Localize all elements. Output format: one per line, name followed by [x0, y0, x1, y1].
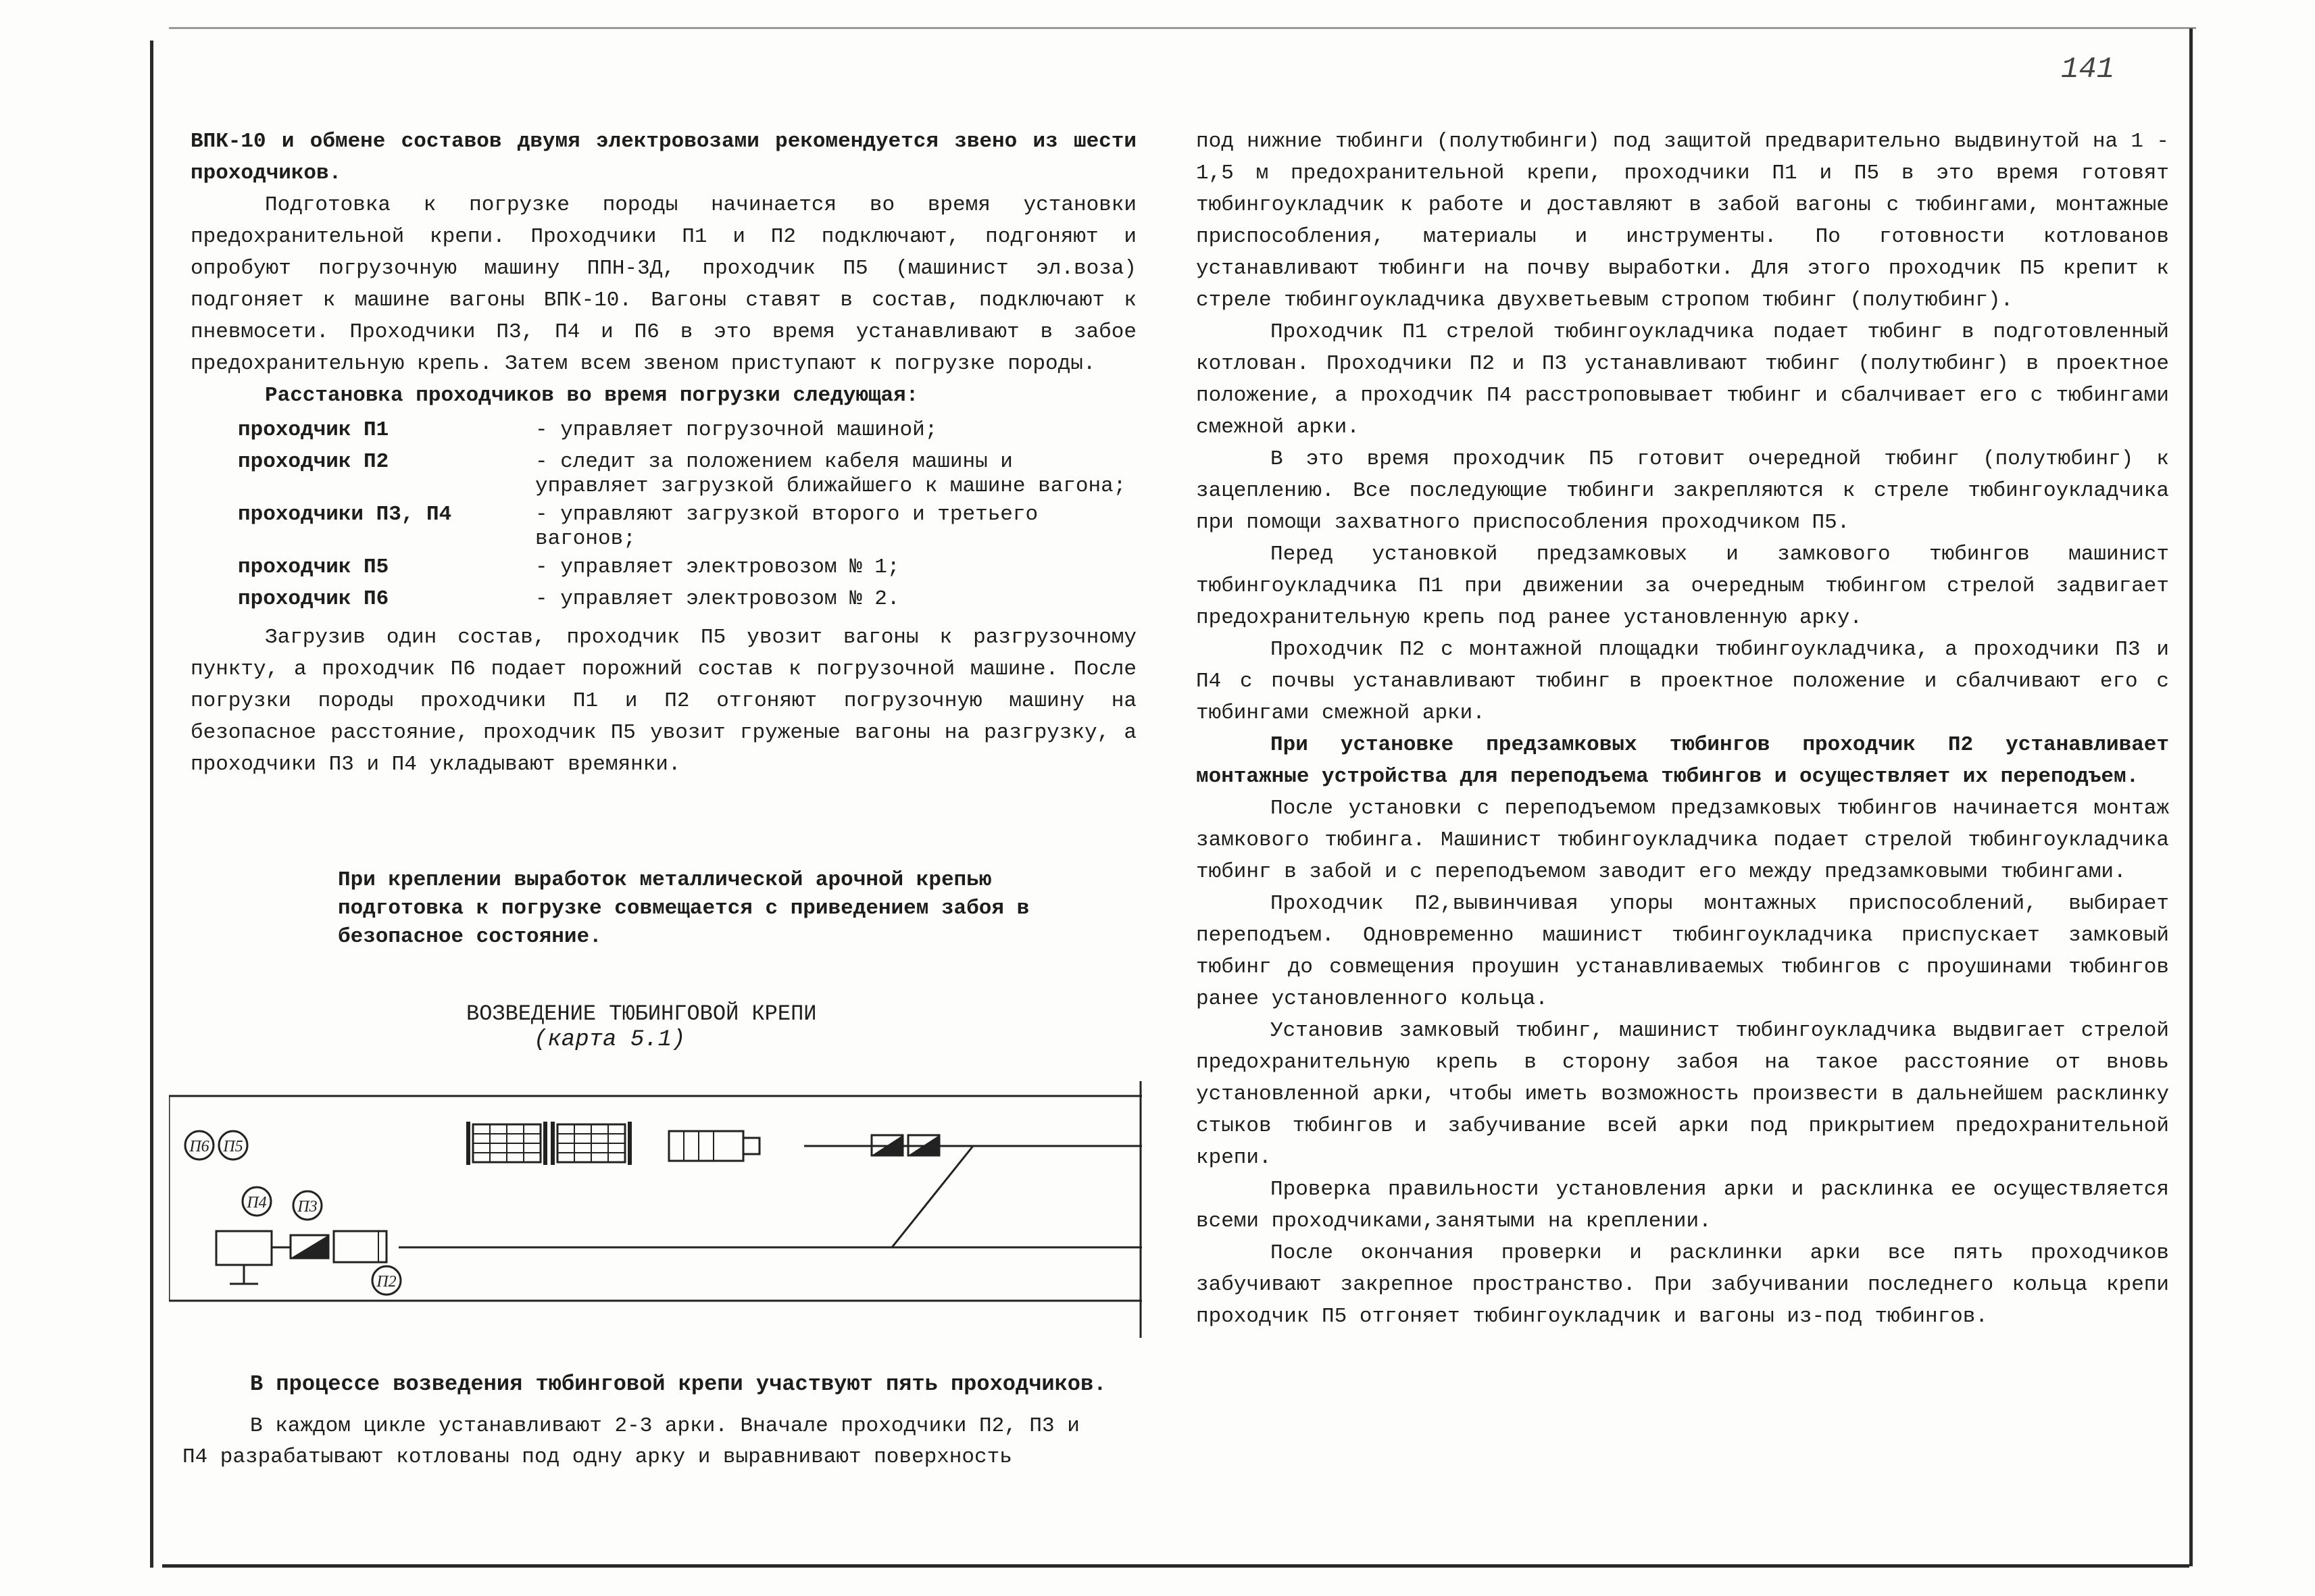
paragraph: После окончания проверки и расклинки арки все пять проходчиков забучивают закрепное пространство. При забучивании последнего кольца крепи проходчик П5 отгоняет тюбингоукладчик и вагоны из-под тюбингов. [1196, 1241, 2169, 1328]
caption-five-workers: В процессе возведения тюбинговой крепи участвуют пять проходчиков. [250, 1372, 1107, 1397]
paragraph: Проходчик П2 с монтажной площадки тюбингоукладчика, а проходчики П3 и П4 с почвы устанавливают тюбинг в проектное положение и сбалчивают его с тюбингами смежной арки. [1196, 638, 2169, 725]
paragraph: После установки с переподъемом предзамковых тюбингов начинается монтаж замкового тюбинга. Машинист тюбингоукладчика подает стрелой тюбингоукладчика тюбинг в забой и с переподъемом заводит его между предзамковыми тюбингами. [1196, 797, 2169, 884]
tubing-stack [466, 1122, 547, 1165]
worker-marker [185, 1131, 214, 1159]
wagon [334, 1231, 387, 1262]
list-title: Расстановка проходчиков во время погрузки следующая: [265, 384, 919, 407]
worker-marker [243, 1187, 271, 1216]
right-column [1196, 126, 2169, 1332]
worker-label: П2 [376, 1273, 397, 1291]
list-item [238, 551, 1137, 583]
paragraph-loading: Загрузив один состав, проходчик П5 увозит вагоны к разгрузочному пункту, а проходчик П6 подает порожний состав к погрузочной машине. После погрузки породы проходчики П1 и П2 отгоняют погрузочную машину на безопасное расстояние, проходчик П5 увозит груженые вагоны на разгрузку, а проходчики П3 и П4 укладывают времянки. [191, 626, 1137, 776]
frame-right-border [2189, 28, 2193, 1566]
paragraph: Проверка правильности установления арки и расклинка ее осуществляется всеми проходчиками,занятыми на креплении. [1196, 1178, 2169, 1233]
page-number: 141 [2061, 53, 2115, 86]
caption-cycle: В каждом цикле устанавливают 2-3 арки. Вначале проходчики П2, П3 и П4 разрабатывают котлованы под одну арку и выравнивают поверхность [182, 1414, 1080, 1469]
list-item [238, 499, 1137, 551]
paragraph: При установке предзамковых тюбингов проходчик П2 устанавливает монтажные устройства для переподъема тюбингов и осуществляет их переподъем. [1196, 733, 2169, 789]
track-switch [892, 1146, 973, 1247]
paragraph: В это время проходчик П5 готовит очередной тюбинг (полутюбинг) к зацеплению. Все последующие тюбинги закрепляются к стреле тюбингоукладчика при помощи захватного приспособления проходчиком П5. [1196, 447, 2169, 534]
paragraph: под нижние тюбинги (полутюбинги) под защитой предварительно выдвинутой на 1 - 1,5 м предохранительной крепи, проходчики П1 и П5 в это время готовят тюбингоукладчик к работе и доставляют в забой вагоны с тюбингами, монтажные приспособления, материалы и инструменты. По готовности котлованов устанавливают тюбинги на почву выработки. Для этого проходчик П5 крепит к стреле тюбингоукладчика двухветьевым стропом тюбинг (полутюбинг). [1196, 130, 2169, 312]
frame-bottom-border [162, 1564, 2189, 1568]
list-item [238, 446, 1137, 499]
worker-label: П6 [189, 1138, 209, 1155]
electric-locomotive [291, 1235, 328, 1258]
worker-marker [293, 1191, 322, 1220]
list-item [238, 583, 1137, 615]
frame-top-border [169, 27, 2196, 29]
worker-marker [219, 1131, 247, 1159]
paragraph-preparation: Подготовка к погрузке породы начинается во время установки предохранительной крепи. Проходчики П1 и П2 подключают, подгоняют и опробуют погрузочную машину ППН-3Д, проходчик П5 (машинист эл.воза) подгоняет к машине вагоны ВПК-10. Вагоны ставят в состав, подключают к пневмосети. Проходчики П3, П4 и П6 в это время устанавливают в забое предохранительную крепь. Затем всем звеном приступают к погрузке породы. [191, 193, 1137, 376]
paragraph: Проходчик П1 стрелой тюбингоукладчика подает тюбинг в подготовленный котлован. Проходчики П2 и П3 устанавливают тюбинг (полутюбинг) в проектное положение, а проходчик П4 расстроповывает тюбинг и сбалчивает его с тюбингами смежной арки. [1196, 320, 2169, 439]
scheme-subtitle: (карта 5.1) [534, 1027, 686, 1053]
roles-list [238, 414, 1137, 615]
paragraph: Перед установкой предзамковых и замкового тюбингов машинист тюбингоукладчика П1 при движении за очередным тюбингом стрелой задвигает предохранительную крепь под ранее установленную арку. [1196, 543, 2169, 630]
note-arch-support: При креплении выработок металлической арочной крепью подготовка к погрузке совмещается с приведением забоя в безопасное состояние. [338, 868, 1030, 949]
list-item [238, 414, 1137, 446]
frame-left-border [150, 41, 153, 1568]
tubing-stack [551, 1122, 632, 1165]
tubing-placer [669, 1131, 760, 1161]
worker-label: П5 [223, 1138, 243, 1155]
role-task: - следит за положением кабеля машины и управляет загрузкой ближайшего к машине вагона; [535, 450, 1126, 498]
role-name: проходчик П6 [238, 587, 389, 611]
scheme-title: ВОЗВЕДЕНИЕ ТЮБИНГОВОЙ КРЕПИ [466, 1001, 817, 1026]
worker-label: П3 [297, 1198, 318, 1216]
role-name: проходчик П5 [238, 555, 389, 579]
role-name: проходчики П3, П4 [238, 503, 452, 526]
worker-label: П4 [247, 1194, 267, 1212]
paragraph: Проходчик П2,вывинчивая упоры монтажных приспособлений, выбирает переподъем. Одновременно машинист тюбингоукладчика приспускает замковый тюбинг до совмещения проушин устанавливаемых тюбингов с проушинами тюбингов ранее установленного кольца. [1196, 892, 2169, 1011]
paragraph-intro: ВПК-10 и обмене составов двумя электровозами рекомендуется звено из шести проходчиков. [191, 130, 1137, 185]
role-task: - управляет электровозом № 1; [535, 555, 900, 579]
role-name: проходчик П2 [238, 450, 389, 474]
role-name: проходчик П1 [238, 418, 389, 442]
left-column [191, 126, 1137, 780]
loading-machine [216, 1231, 291, 1284]
worker-marker [372, 1266, 401, 1295]
paragraph: Установив замковый тюбинг, машинист тюбингоукладчика выдвигает стрелой предохранительную крепь в сторону забоя на такое расстояние от вновь установленной арки, чтобы иметь возможность произвести в дальнейшем расклинку стыков тюбингов и забучивание всей арки под прикрытием предохранительной крепи. [1196, 1019, 2169, 1170]
role-task: - управляет электровозом № 2. [535, 587, 900, 611]
role-task: - управляют загрузкой второго и третьего вагонов; [535, 503, 1039, 551]
role-task: - управляет погрузочной машиной; [535, 418, 938, 442]
scheme-diagram [169, 1081, 1142, 1338]
